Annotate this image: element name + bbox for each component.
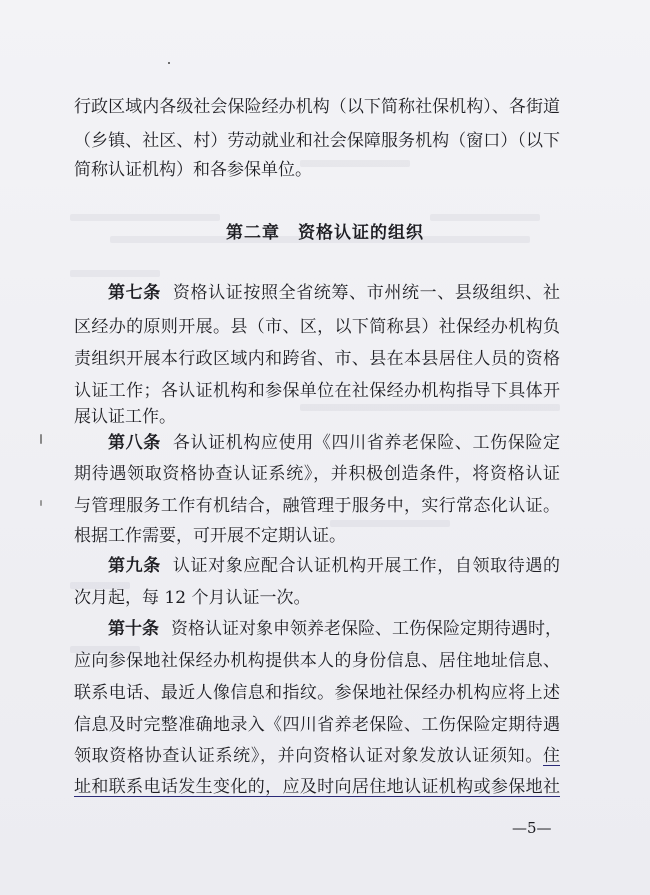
bleed-through [70, 214, 220, 221]
article-7-line: 责组织开展本行政区域内和跨省、市、县在本县居住人员的资格 [74, 349, 560, 369]
article-10-plain-text: 领取资格协查认证系统》，并向资格认证对象发放认证须知。 [74, 746, 543, 766]
article-8-text: 各认证机构应使用《四川省养老保险、工伤保险定 [172, 433, 560, 453]
article-7-first-line [74, 282, 560, 304]
article-9-text: 认证对象应配合认证机构开展工作，自领取待遇的 [172, 556, 560, 576]
article-10-underlined-line: 址和联系电话发生变化的，应及时向居住地认证机构或参保地社 [74, 777, 560, 797]
page-number: —5— [512, 819, 552, 837]
article-10-line: 信息及时完整准确地录入《四川省养老保险、工伤保险定期待遇 [74, 715, 560, 735]
article-10-line-mixed [74, 745, 560, 767]
article-8-line: 与管理服务工作有机结合，融管理于服务中，实行常态化认证。 [74, 496, 560, 516]
article-7-line: 区经办的原则开展。县（市、区，以下简称县）社保经办机构负 [74, 317, 560, 337]
article-8-line: 期待遇领取资格协查认证系统》，并积极创造条件，将资格认证 [74, 464, 560, 484]
article-7-label: 第七条 [108, 283, 161, 303]
intro-line-3: 简称认证机构）和各参保单位。 [74, 160, 312, 180]
article-10-underlined-text: 住 [543, 746, 560, 766]
article-9-first-line [74, 555, 560, 577]
article-8-line: 根据工作需要，可开展不定期认证。 [74, 526, 346, 546]
article-10-first-line [74, 618, 560, 640]
article-10-text: 资格认证对象申领养老保险、工伤保险定期待遇时， [171, 619, 562, 639]
bleed-through [70, 270, 160, 277]
article-7-text: 资格认证按照全省统筹、市州统一、县级组织、社 [172, 283, 560, 303]
article-9-line: 次月起，每 12 个月认证一次。 [74, 588, 311, 608]
article-10-label: 第十条 [108, 619, 159, 639]
bleed-through [430, 214, 540, 221]
article-8-label: 第八条 [108, 433, 161, 453]
article-7-line: 认证工作；各认证机构和参保单位在社保经办机构指导下具体开 [74, 381, 560, 401]
intro-line-2: （乡镇、社区、村）劳动就业和社会保障服务机构（窗口）（以下 [74, 131, 560, 151]
article-7-line: 展认证工作。 [74, 407, 176, 427]
scan-speck [40, 500, 42, 506]
article-10-line: 联系电话、最近人像信息和指纹。参保地社保经办机构应将上述 [74, 683, 560, 703]
article-8-first-line [74, 432, 560, 454]
scan-speck [168, 62, 170, 64]
intro-line-1: 行政区域内各级社会保险经办机构（以下简称社保机构）、各街道 [74, 97, 560, 117]
article-9-label: 第九条 [108, 556, 161, 576]
scan-speck [40, 434, 42, 444]
article-10-line: 应向参保地社保经办机构提供本人的身份信息、居住地址信息、 [74, 651, 560, 671]
chapter-title: 第二章 资格认证的组织 [226, 223, 424, 243]
